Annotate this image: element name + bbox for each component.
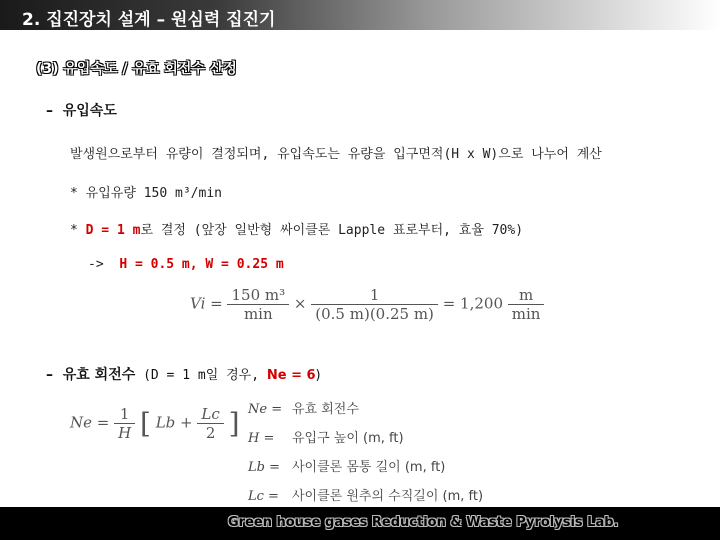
effective-turns-heading: – 유효 회전수 (D = 1 m일 경우, Ne = 6) xyxy=(46,367,321,383)
effective-turns-value: Ne = 6 xyxy=(266,368,316,383)
inlet-flow-rate: * 유입유량 150 m³/min xyxy=(70,186,222,201)
fraction-unit: $\frac{m}{\min}$ xyxy=(508,286,545,323)
page-title: 2. 집진장치 설계 – 원심력 집진기 xyxy=(22,10,276,30)
dimension-line: -> H = 0.5 m, W = 0.25 m xyxy=(88,257,284,272)
definition-row: H = 유입구 높이 (m, ft) xyxy=(248,431,404,446)
inlet-description: 발생원으로부터 유량이 결정되며, 유입속도는 유량을 입구면적(H x W)으로 나누어 계산 xyxy=(70,147,602,162)
diameter-value: D = 1 m xyxy=(85,223,141,238)
definition-row: Ne = 유효 회전수 xyxy=(248,402,359,417)
definition-row: Lb = 사이클론 몸통 길이 (m, ft) xyxy=(248,460,446,475)
symbol-definitions xyxy=(248,398,483,514)
dash-marker: – xyxy=(46,103,63,119)
dash-marker: – xyxy=(46,367,63,383)
definition-row: Lc = 사이클론 원추의 수직길이 (m, ft) xyxy=(248,489,484,504)
velocity-formula: Vi = $\frac{\text{150 m³}}{\min}$ × $\frac{1}{(0.5 m)(0.25 m)}$ = 1,200 $\frac{m}{\min}$ xyxy=(190,286,544,323)
inlet-velocity-heading: – 유입속도 xyxy=(46,103,117,119)
fraction-area: $\frac{1}{(0.5 m)(0.25 m)}$ xyxy=(311,286,438,323)
right-bracket: ] xyxy=(228,407,240,440)
title-bar xyxy=(0,0,720,30)
left-bracket: [ xyxy=(140,407,151,440)
turns-formula: Ne = $\frac{1}{H}$ [ Lb + $\frac{Lc}{2}$ ] xyxy=(70,405,240,442)
fraction-cone-length: $\frac{Lc}{2}$ xyxy=(197,405,223,442)
dimension-values: H = 0.5 m, W = 0.25 m xyxy=(119,257,284,272)
fraction-flow: $\frac{\text{150 m³}}{\min}$ xyxy=(227,286,289,323)
section-subtitle: (3) 유입속도 / 유효 회전수 산정 xyxy=(36,61,237,77)
footer-bar xyxy=(0,507,720,540)
lab-name: Green house gases Reduction & Waste Pyrolysis Lab. xyxy=(228,515,619,530)
fraction-inverse-height: $\frac{1}{H}$ xyxy=(114,405,135,442)
diameter-line: * D = 1 m로 결정 (앞장 일반형 싸이클론 Lapple 표로부터, 효율 70%) xyxy=(70,223,524,238)
